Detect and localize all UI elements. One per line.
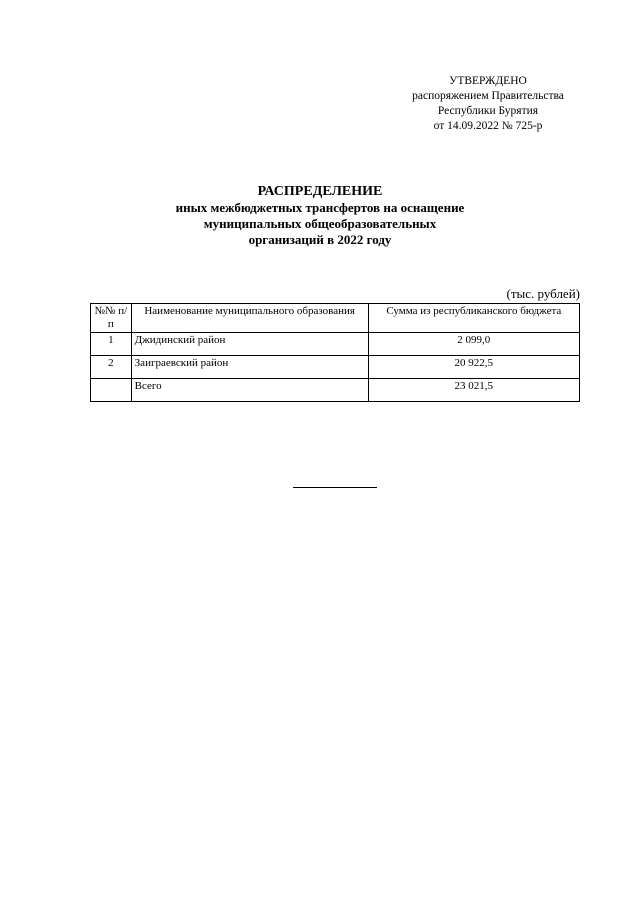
approval-line: распоряжением Правительства <box>412 90 564 102</box>
approval-block <box>388 74 588 134</box>
approval-line: Республики Бурятия <box>437 105 539 117</box>
approval-heading: УТВЕРЖДЕНО <box>449 75 527 87</box>
cell-sum: 20 922,5 <box>368 356 579 379</box>
title-main: РАСПРЕДЕЛЕНИЕ <box>257 184 383 199</box>
cell-num <box>91 379 132 402</box>
header-sum: Сумма из республиканского бюджета <box>368 304 579 333</box>
cell-num: 2 <box>91 356 132 379</box>
cell-num: 1 <box>91 333 132 356</box>
approval-date: от 14.09.2022 № 725-р <box>433 120 543 132</box>
document-title <box>0 183 640 248</box>
total-label: Всего <box>131 379 368 402</box>
title-line: организаций в 2022 году <box>248 232 392 247</box>
total-sum: 23 021,5 <box>368 379 579 402</box>
table-total-row <box>91 379 580 402</box>
cell-name: Заиграевский район <box>131 356 368 379</box>
cell-name: Джидинский район <box>131 333 368 356</box>
units-label: (тыс. рублей) <box>506 286 580 301</box>
distribution-table <box>90 303 580 402</box>
table-row <box>91 333 580 356</box>
header-name: Наименование муниципального образования <box>131 304 368 333</box>
table-row <box>91 356 580 379</box>
title-line: муниципальных общеобразовательных <box>203 216 437 231</box>
title-line: иных межбюджетных трансфертов на оснащение <box>175 200 465 215</box>
cell-sum: 2 099,0 <box>368 333 579 356</box>
closing-divider <box>293 487 377 488</box>
table-header-row <box>91 304 580 333</box>
header-num: №№ п/п <box>91 304 132 333</box>
